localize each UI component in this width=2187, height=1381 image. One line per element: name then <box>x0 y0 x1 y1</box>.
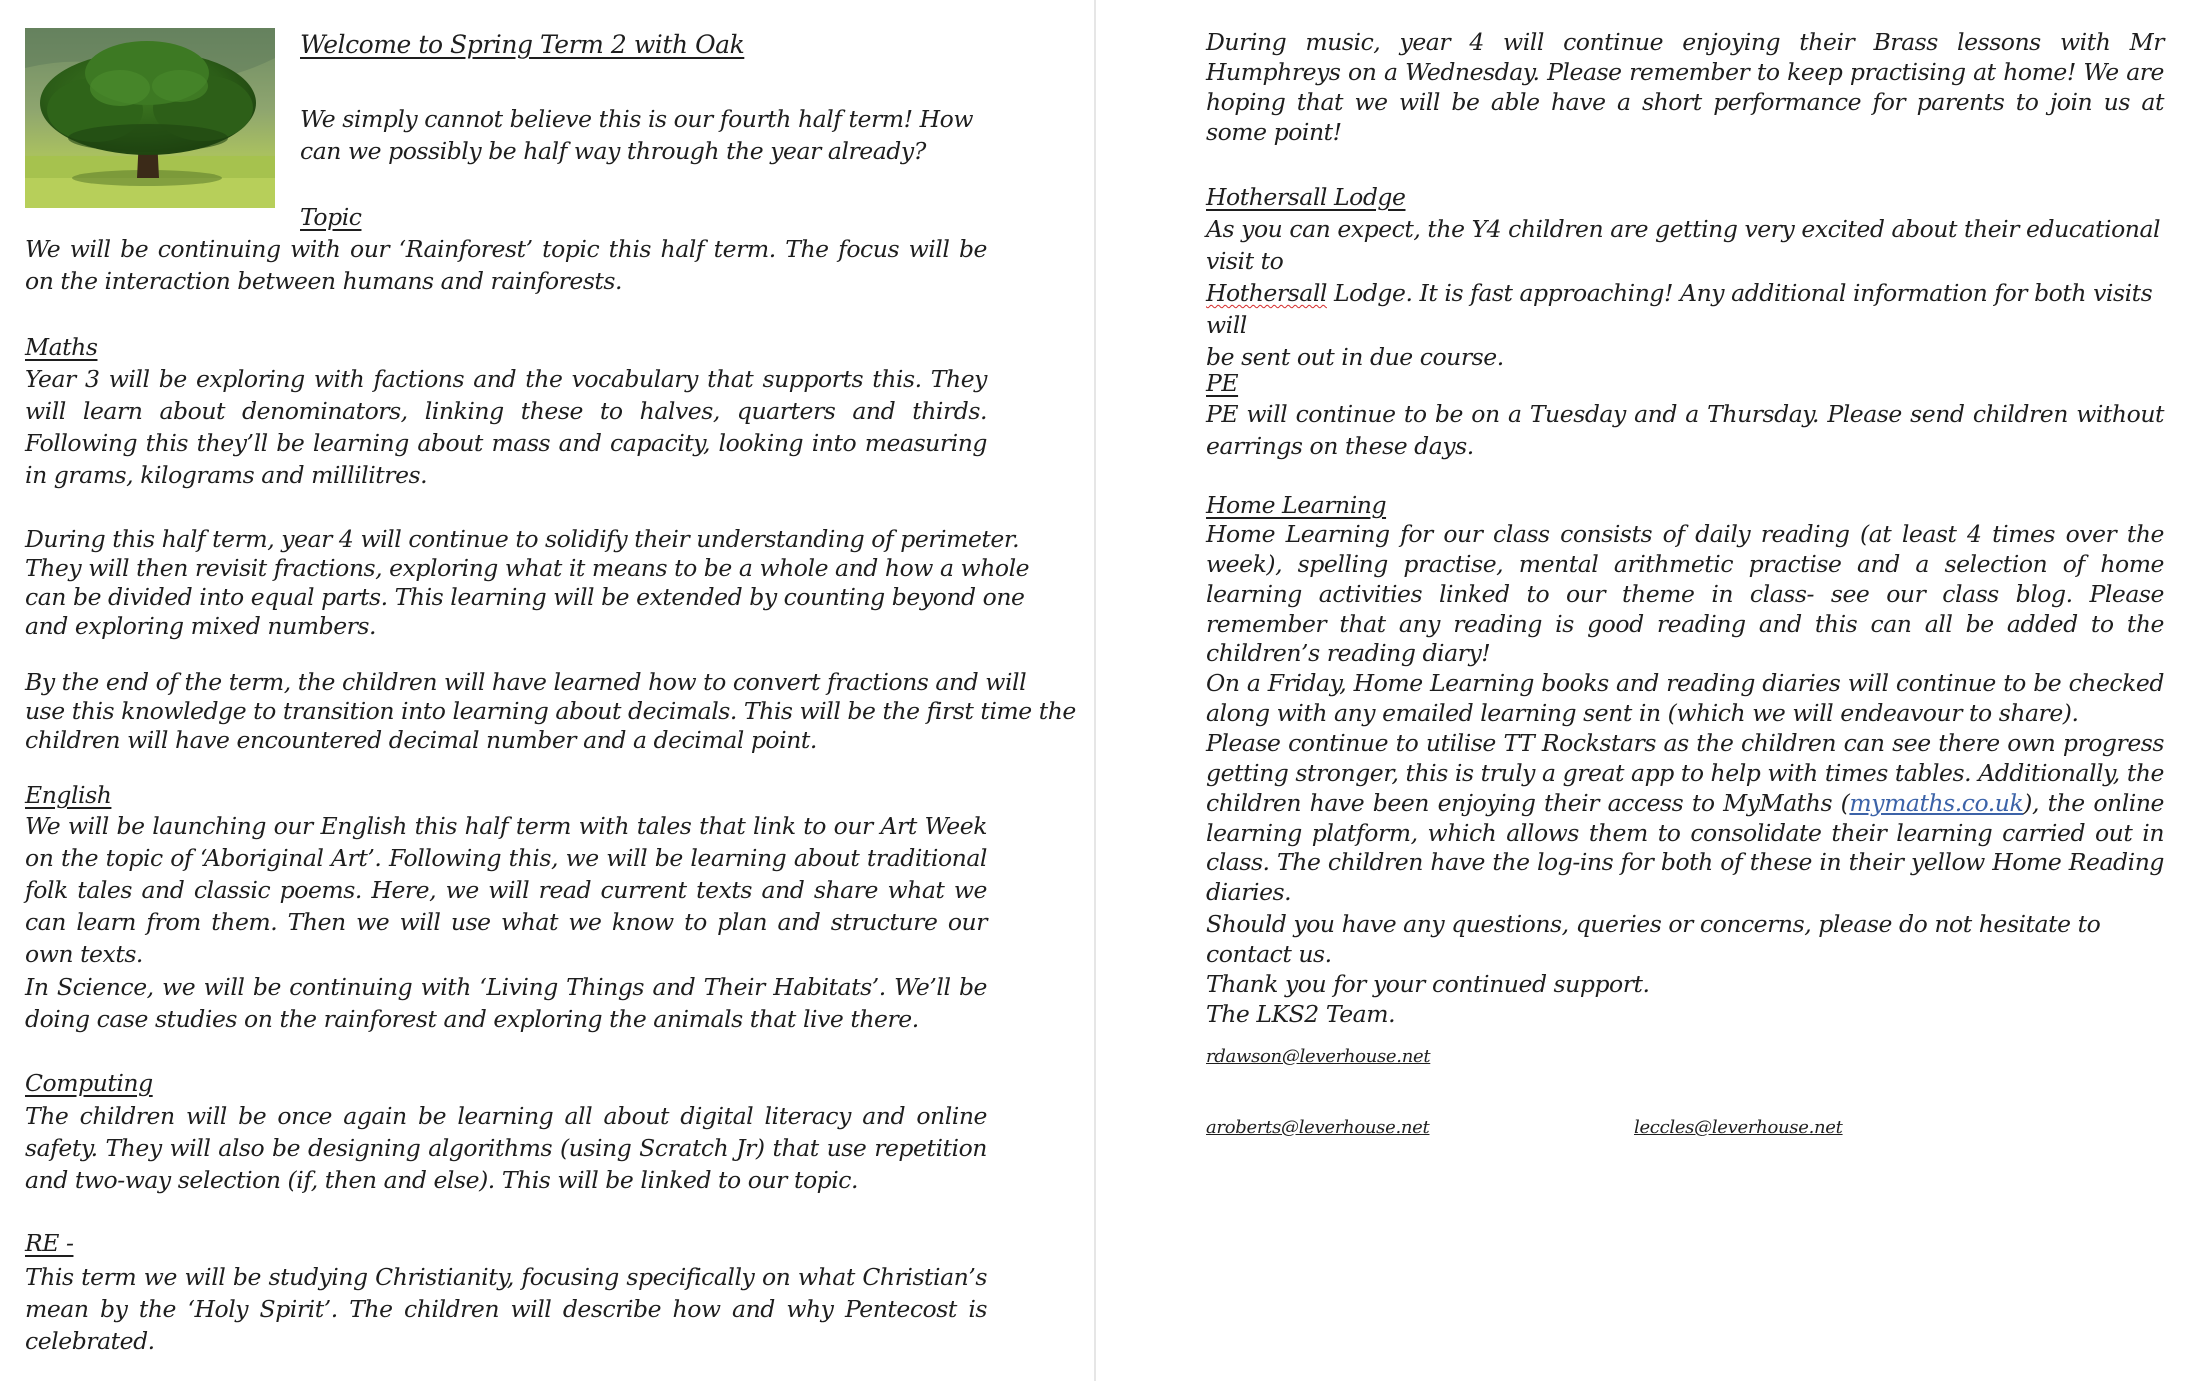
email-aroberts-link[interactable]: aroberts@leverhouse.net <box>1206 1117 1430 1138</box>
right-page <box>1096 0 2187 1381</box>
intro-paragraph: We simply cannot believe this is our fourth half term! How can we possibly be half way through the year already? <box>300 105 974 165</box>
maths-decimals-line: By the end of the term, the children will have learned how to convert fractions and will <box>25 668 1027 696</box>
re-heading: RE - <box>25 1229 74 1257</box>
computing-body: The children will be once again be learning all about digital literacy and online safety. They will also be designing algorithms (using Scratch Jr) that use repetition and two-way selection (if, then and else). This will be linked to our topic. <box>25 1102 987 1194</box>
hothersall-line: be sent out in due course. <box>1206 342 1504 371</box>
rockstars-mymaths-paragraph <box>1206 729 2164 908</box>
science-paragraph: In Science, we will be continuing with ‘Living Things and Their Habitats’. We’ll be doing case studies on the rainforest and exploring the animals that live there. <box>25 973 987 1033</box>
contact-line: Should you have any questions, queries or concerns, please do not hesitate to contact us. <box>1206 910 2101 968</box>
hothersall-line <box>1206 278 2187 342</box>
maths-decimals-line: use this knowledge to transition into learning about decimals. This will be the first time the <box>25 697 1076 726</box>
maths-year4-paragraph <box>25 525 1029 642</box>
home-learning-paragraph: Home Learning for our class consists of daily reading (at least 4 times over the week), spelling practise, mental arithmetic practise and a selection of home learning activities linked to our theme in class- see our class blog. Please remember that any reading is good reading and this can all be added to the children’s reading diary! <box>1206 520 2164 668</box>
signoff-line: The LKS2 Team. <box>1206 999 1396 1028</box>
maths-year4-line: They will then revisit fractions, exploring what it means to be a whole and how a whole <box>25 554 1030 583</box>
re-body: This term we will be studying Christianity, focusing specifically on what Christian’s mean by the ‘Holy Spirit’. The children will describe how and why Pentecost is celebrated. <box>25 1263 987 1355</box>
friday-checks-paragraph: On a Friday, Home Learning books and reading diaries will continue to be checked along with any emailed learning sent in (which we will endeavour to share). <box>1206 669 2164 727</box>
mymaths-link[interactable]: mymaths.co.uk <box>1849 788 2024 817</box>
rockstars-text: Please continue to utilise TT Rockstars as the children can see there own progress getting stronger, this is truly a great app to help with times tables. Additionally, the children have been enjoying their access to MyMaths ( <box>1206 729 2164 817</box>
computing-heading: Computing <box>25 1069 153 1097</box>
topic-body: We will be continuing with our ‘Rainforest’ topic this half term. The focus will be on the interaction between humans and rainforests. <box>25 235 987 295</box>
email-leccles-link[interactable]: leccles@leverhouse.net <box>1634 1117 1843 1138</box>
pe-heading: PE <box>1206 369 1239 397</box>
maths-decimals-paragraph <box>25 668 1076 755</box>
topic-heading: Topic <box>300 203 362 231</box>
closing-message <box>1206 910 2187 1029</box>
maths-heading: Maths <box>25 333 98 361</box>
music-paragraph: During music, year 4 will continue enjoying their Brass lessons with Mr Humphreys on a Wednesday. Please remember to keep practising at home! We are hoping that we will be able have a short performance for parents to join us at some point! <box>1206 28 2164 146</box>
maths-decimals-line: children will have encountered decimal number and a decimal point. <box>25 726 817 755</box>
newsletter-title: Welcome to Spring Term 2 with Oak <box>300 30 745 59</box>
oak-tree-image <box>25 28 275 208</box>
maths-year3-paragraph: Year 3 will be exploring with factions and the vocabulary that supports this. They will learn about denominators, linking these to halves, quarters and thirds. Following this they’ll be learning about mass and capacity, looking into measuring in grams, kilograms and millilitres. <box>25 365 987 489</box>
hothersall-heading: Hothersall Lodge <box>1206 183 1406 211</box>
tree-illustration <box>25 28 275 208</box>
maths-year4-line: During this half term, year 4 will continue to solidify their understanding of perimeter. <box>25 525 1020 553</box>
home-learning-heading: Home Learning <box>1206 491 1387 519</box>
hothersall-line: As you can expect, the Y4 children are getting very excited about their educational visit to <box>1206 215 2161 275</box>
english-body: We will be launching our English this half term with tales that link to our Art Week on the topic of ‘Aboriginal Art’. Following this, we will be learning about traditional folk tales and classic poems. Here, we will read current texts and share what we can learn from them. Then we will use what we know to plan and structure our own texts. <box>25 812 987 968</box>
maths-year4-line: and exploring mixed numbers. <box>25 612 377 641</box>
hothersall-body <box>1206 214 2187 374</box>
mymaths-text: ), the online learning platform, which allows them to consolidate their learning carried out in class. The children have the log-ins for both of these in their yellow Home Reading diaries. <box>1206 788 2165 907</box>
pe-body: PE will continue to be on a Tuesday and a Thursday. Please send children without earrings on these days. <box>1206 400 2164 460</box>
thanks-line: Thank you for your continued support. <box>1206 969 1650 998</box>
maths-year4-line: can be divided into equal parts. This learning will be extended by counting beyond one <box>25 583 1025 612</box>
hothersall-line-rest: Lodge. It is fast approaching! Any additional information for both visits will <box>1206 278 2153 339</box>
email-rdawson-link[interactable]: rdawson@leverhouse.net <box>1206 1046 1431 1067</box>
english-heading: English <box>25 781 112 809</box>
hothersall-name-spellcheck: Hothersall <box>1206 278 1327 307</box>
